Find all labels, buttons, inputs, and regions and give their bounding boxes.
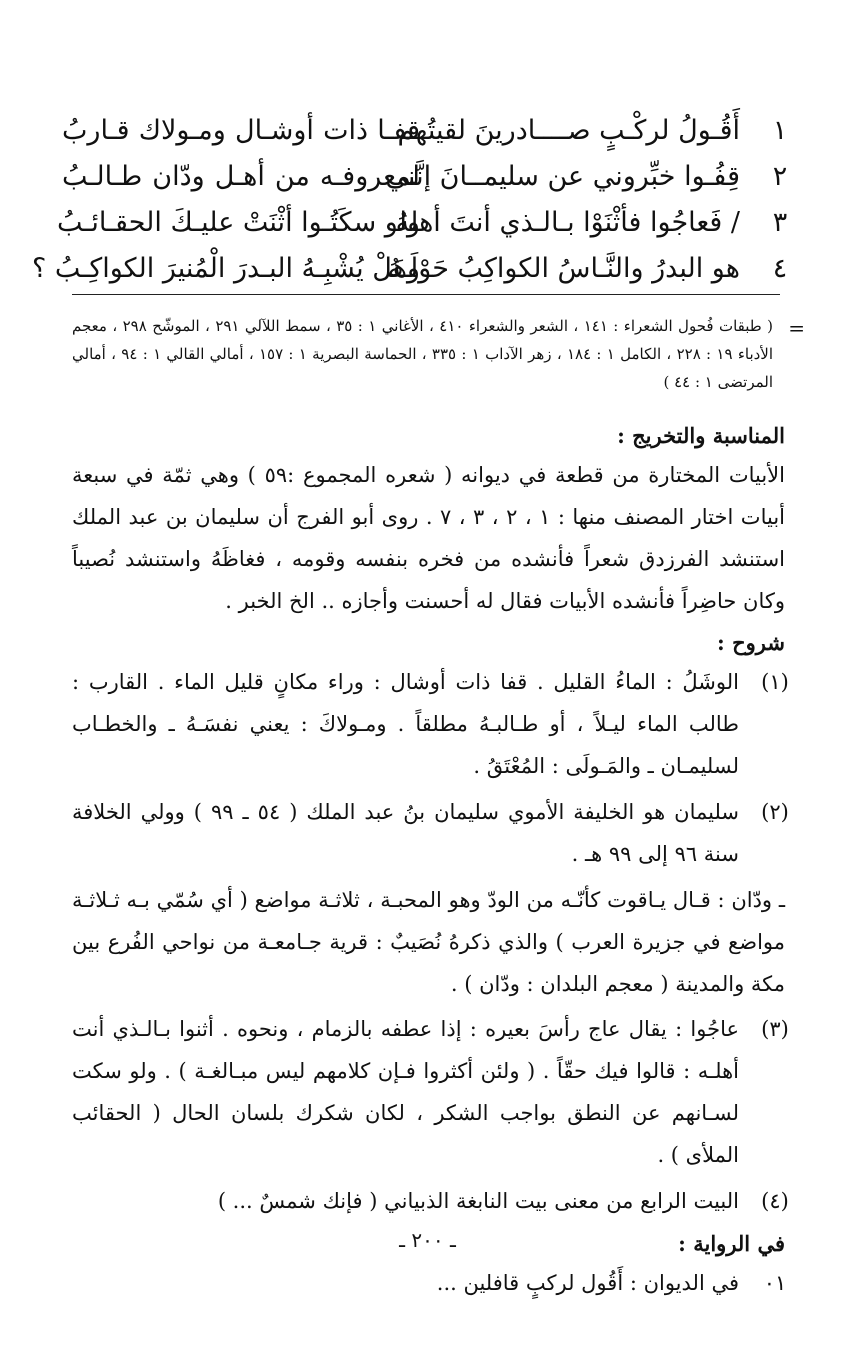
sources-footnote [72, 312, 805, 396]
page-number: ـ ٢٠٠ ـ [399, 1228, 456, 1252]
sources-text: ( طبقات فُحول الشعراء : ١٤١ ، الشعر والشعراء ٤١٠ ، الأغاني ١ : ٣٥ ، سمط اللآلي ٢٩١ ، الموشّح ٢٩٨ ، معجم الأدباء ١٩ : ٢٢٨ ، الكامل ١ : ١٨٤ ، زهر الآداب ١ : ٣٣٥ ، الحماسة البصرية ١ : ١٥٧ ، أمالي القالي ١ : ٩٤ ، أمالي المرتضى ١ : ٤٤ ) [72, 317, 774, 391]
commentary-heading: شروح : [717, 630, 785, 655]
occasion-heading: المناسبة والتخريج : [617, 423, 785, 448]
note-number: (٢) [761, 800, 789, 824]
note-continuation: ـ ودّان : قـال يـاقوت كأنّـه من الودّ وهو المحبـة ، ثلاثـة مواضع ( أي سُمّي بـه ثـلاثـة مواضع في جزيرة العرب ) والذي ذكرهُ نُصَيبٌ : قرية جـامعـة من نواحي الفُرع بين مكة والمدينة ( معجم البلدان : ودّان ) . [72, 888, 785, 996]
verse-number: ١ [772, 115, 788, 146]
occasion-paragraph: الأبيات المختارة من قطعة في ديوانه ( شعره المجموع :٥٩ ) وهي ثمّة في سبعة أبيات اختار المصنف منها : ١ ، ٢ ، ٣ ، ٧ . روى أبو الفرج أن سليمان بن عبد الملك استنشد الفرزدق شعراً فأنشده من فخره بنفسه وقومه ، فغاظَهُ واستنشد نُصيباً وكان حاضِراً فأنشده الأبيات فقال له أحسنت وأجازه .. الخ الخبر . [72, 463, 785, 613]
poem-divider [72, 294, 780, 295]
verse [32, 246, 795, 292]
commentary-body [72, 418, 789, 1308]
verse [56, 200, 795, 246]
note-text: في الديوان : أَقُول لركبٍ قافلين ... [436, 1271, 739, 1295]
note-number: (١) [761, 670, 789, 694]
verse-first-hemistich: هو البدرُ والنَّـاسُ الكواكِبُ حَوْلَـهُ [387, 253, 740, 284]
note-text: سليمان هو الخليفة الأموي سليمان بنُ عبد الملك ( ٥٤ ـ ٩٩ ) وولي الخلافة سنة ٩٦ إلى ٩٩ هـ . [72, 800, 739, 866]
riwaya-heading: في الرواية : [678, 1231, 785, 1256]
verse-number: ٢ [772, 161, 788, 192]
commentary-note [72, 1008, 789, 1176]
verse-number: ٤ [772, 253, 788, 284]
verse-second-hemistich: قفـا ذات أوشـال ومـولاك قـاربُ [62, 115, 420, 146]
note-text: البيت الرابع من معنى بيت النابغة الذبياني ( فإنك شمسٌ ... ) [217, 1189, 739, 1213]
note-number: (٤) [761, 1189, 789, 1213]
poem [32, 108, 795, 292]
verse-second-hemistich: لمعروفـه من أهـل ودّان طـالـبُ [62, 161, 420, 192]
note-text: الوشَلُ : الماءُ القليل . قفا ذات أوشال : وراء مكانٍ قليل الماء . القارب : طالب الماء ليـلاً ، أو طـالبـهُ مطلقاً . ومـولاكَ : يعني نفسَـهُ ـ والخطـاب لسليمـان ـ والمَـولَى : المُعْتَقُ . [72, 670, 739, 778]
note-number: ٠١ [763, 1271, 787, 1295]
verse-first-hemistich: / فَعاجُوا فأثْنَوْا بـالـذي أنتَ أهلهُ [395, 207, 740, 238]
verse-first-hemistich: أَقُـولُ لركْـبٍ صــــادرينَ لقيتُهم [397, 115, 740, 146]
continuation-mark: = [788, 316, 805, 340]
verse-second-hemistich: ولو سكَتُـوا أثْنَتْ عليـكَ الحقـائـبُ [56, 207, 420, 238]
riwaya-note [72, 1262, 785, 1304]
verse-first-hemistich: قِفُـوا خبِّروني عن سليمــانَ إنَّني [385, 161, 740, 192]
commentary-note [72, 1180, 789, 1222]
commentary-note [72, 661, 789, 787]
verse-number: ٣ [772, 207, 788, 238]
verse-second-hemistich: وهَلْ يُشْبِـهُ البـدرَ الْمُنيرَ الكواكِـبُ ؟ [32, 253, 420, 284]
verse [60, 154, 795, 200]
commentary-note [72, 791, 789, 875]
verse [60, 108, 795, 154]
note-number: (٣) [761, 1017, 789, 1041]
note-text: عاجُوا : يقال عاج رأسَ بعيره : إذا عطفه بالزمام ، ونحوه . أثنوا بـالـذي أنت أهلـه : قالوا فيك حقّاً . ( ولئن أكثروا فـإن كلامهم ليس مبـالغـة ) . ولو سكت لسـانهم عن النطق بواجب الشكر ، لكان شكرك بلسان الحال ( الحقائب الملأى ) . [72, 1017, 739, 1167]
